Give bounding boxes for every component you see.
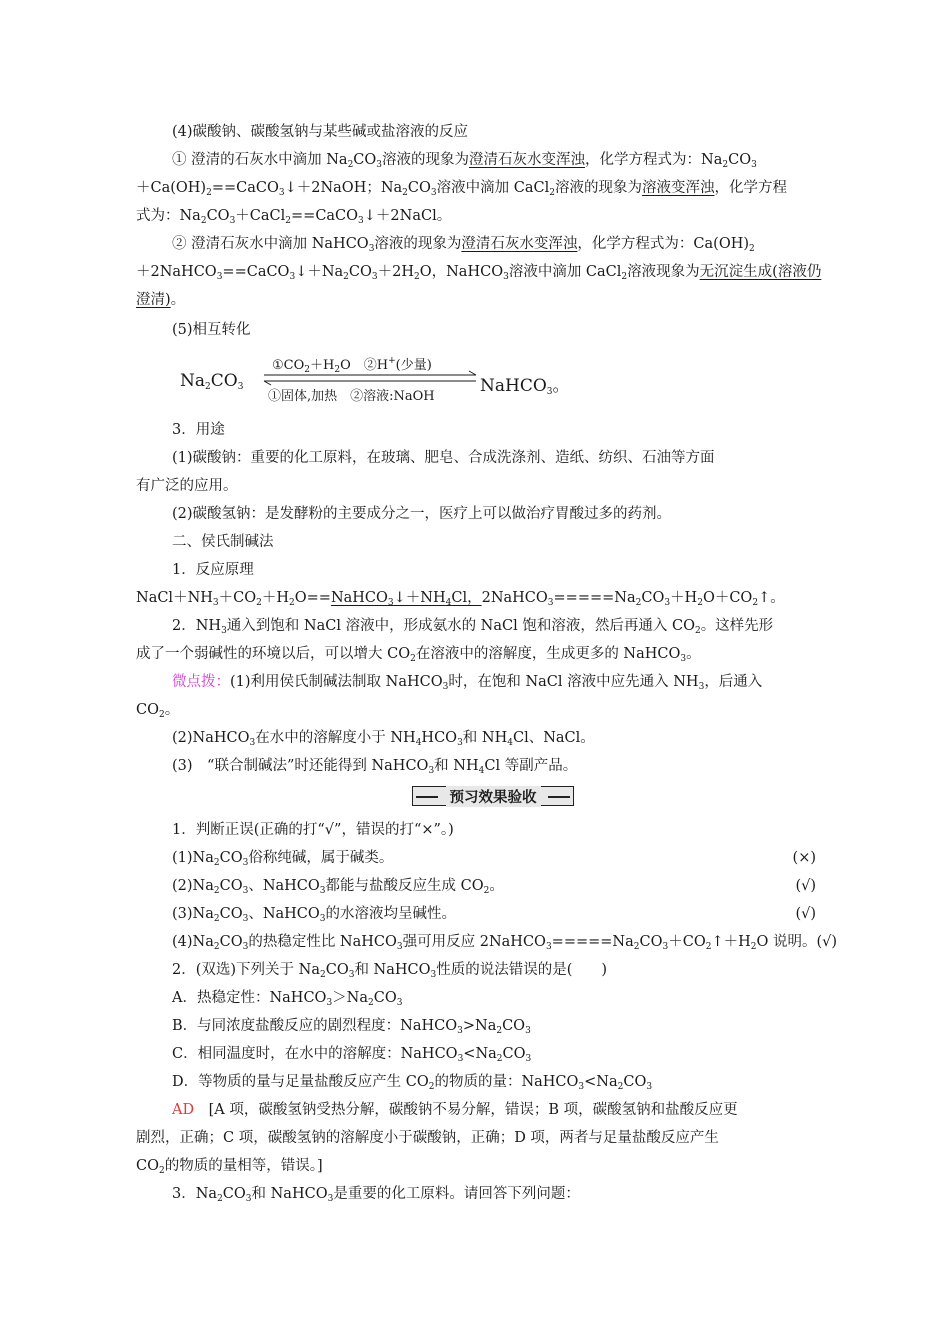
- section-banner: 预习效果验收: [412, 786, 574, 806]
- option-b: B．与同浓度盐酸反应的剧烈程度：$NaHCO_3>Na_2CO_3$: [172, 1018, 531, 1036]
- heading-4: (4)碳酸钠、碳酸氢钠与某些碱或盐溶液的反应: [172, 124, 469, 140]
- judge-item: $(3)Na_2CO_3$、NaHCO$_3$的水溶液均呈碱性。 (√): [172, 906, 816, 924]
- answer-mark: (√): [795, 878, 816, 894]
- question-2: 2．(双选)下列关于 $Na_2CO_3$和 NaHCO$_3$性质的说法错误的是( ): [172, 962, 608, 980]
- sodium-carbonate-formula: $Na_2CO_3$: [180, 371, 244, 392]
- conversion-equation: [180, 356, 620, 406]
- paragraph-line: ② 澄清石灰水中滴加 NaHCO$_3$溶液的现象为澄清石灰水变浑浊，化学方程式为：$Ca(OH)_2$: [172, 236, 755, 254]
- paragraph-line: $+Ca(OH)_2==CaCO_3↓+2NaOH$；$Na_2CO_3$溶液中滴加 CaCl$_2$溶液的现象为溶液变浑浊，化学方程: [136, 180, 787, 198]
- judge-item: $(4)Na_2CO_3$的热稳定性比 NaHCO$_3$强可用反应 $2NaHCO_3=====Na_2CO_3+CO_2↑+H_2O$ 说明。(√): [172, 934, 838, 952]
- tip-line: 微点拨：(1)利用侯氏制碱法制取 NaHCO$_3$时，在饱和 NaCl 溶液中应先通入 $NH_3$，后通入: [172, 674, 763, 692]
- explanation-line: 剧烈，正确；C 项，碳酸氢钠的溶解度小于碳酸钠，正确；D 项，两者与足量盐酸反应产生: [136, 1130, 719, 1146]
- paragraph-line: 式为：$Na_2CO_3+CaCl_2==CaCO_3↓+2NaCl$。: [136, 208, 452, 226]
- answer-label: AD: [172, 1102, 195, 1118]
- section-heading: 1．反应原理: [172, 562, 254, 578]
- paragraph-line: 2．$NH_3$通入到饱和 NaCl 溶液中，形成氨水的 NaCl 饱和溶液，然后再通入 $CO_2$。这样先形: [172, 618, 774, 636]
- option-a: A．热稳定性：$NaHCO_3>Na_2CO_3$: [172, 990, 403, 1008]
- reaction-equation: $NaCl+NH_3+CO_2+H_2O==NaHCO_3↓+NH_4Cl$，$2NaHCO_3=====Na_2CO_3+H_2O+CO_2↑$。: [136, 590, 785, 608]
- judge-item: $(1)Na_2CO_3$俗称纯碱，属于碱类。 (×): [172, 850, 816, 868]
- paragraph-line: 澄清)。: [136, 292, 186, 308]
- option-c: C．相同温度时，在水中的溶解度：$NaHCO_3<Na_2CO_3$: [172, 1046, 532, 1064]
- option-d: D．等物质的量与足量盐酸反应产生 $CO_2$的物质的量：$NaHCO_3<Na_2CO_3$: [172, 1074, 653, 1092]
- answer-mark: (×): [792, 850, 816, 866]
- paragraph-line: (2)NaHCO$_3$在水中的溶解度小于 $NH_4HCO_3$和 $NH_4Cl$、NaCl。: [172, 730, 595, 748]
- heading-5: (5)相互转化: [172, 322, 251, 338]
- section-heading: 二、侯氏制碱法: [172, 534, 274, 550]
- paragraph-line: (1)碳酸钠：重要的化工原料，在玻璃、肥皂、合成洗涤剂、造纸、纺织、石油等方面: [172, 450, 715, 466]
- question-3: 3．$Na_2CO_3$和 NaHCO$_3$是重要的化工原料。请回答下列问题：: [172, 1186, 580, 1204]
- forward-condition: $①CO_2+H_2O$ ②H+(少量): [272, 356, 432, 375]
- question-1: 1．判断正误(正确的打“√”，错误的打“×”。): [172, 822, 454, 838]
- section-heading: 3．用途: [172, 422, 225, 438]
- paragraph-line: $CO_2$。: [136, 702, 180, 720]
- tip-label: 微点拨：: [172, 674, 230, 690]
- paragraph-line: (3) “联合制碱法”时还能得到 NaHCO$_3$和 $NH_4Cl$ 等副产品。: [172, 758, 578, 776]
- paragraph-line: 有广泛的应用。: [136, 478, 238, 494]
- judge-item: $(2)Na_2CO_3$、NaHCO$_3$都能与盐酸反应生成 $CO_2$。 (√): [172, 878, 816, 896]
- reverse-condition: ①固体,加热 ②溶液:NaOH: [268, 389, 435, 404]
- paragraph-line: $+2NaHCO_3==CaCO_3↓+Na_2CO_3+2H_2O$，NaHCO$_3$溶液中滴加 CaCl$_2$溶液现象为无沉淀生成(溶液仍: [136, 264, 822, 282]
- explanation-line: AD [A 项，碳酸氢钠受热分解，碳酸钠不易分解，错误；B 项，碳酸氢钠和盐酸反应更: [172, 1102, 738, 1118]
- explanation-line: $CO_2$的物质的量相等，错误。]: [136, 1158, 323, 1176]
- paragraph-line: 成了一个弱碱性的环境以后，可以增大 $CO_2$在溶液中的溶解度，生成更多的 NaHCO$_3$。: [136, 646, 701, 664]
- paragraph-line: (2)碳酸氢钠：是发酵粉的主要成分之一，医疗上可以做治疗胃酸过多的药剂。: [172, 506, 672, 522]
- sodium-bicarbonate-formula: NaHCO$_3$。: [480, 376, 570, 397]
- answer-mark: (√): [795, 906, 816, 922]
- paragraph-line: ① 澄清的石灰水中滴加 $Na_2CO_3$溶液的现象为澄清石灰水变浑浊，化学方程式为：$Na_2CO_3$: [172, 152, 757, 170]
